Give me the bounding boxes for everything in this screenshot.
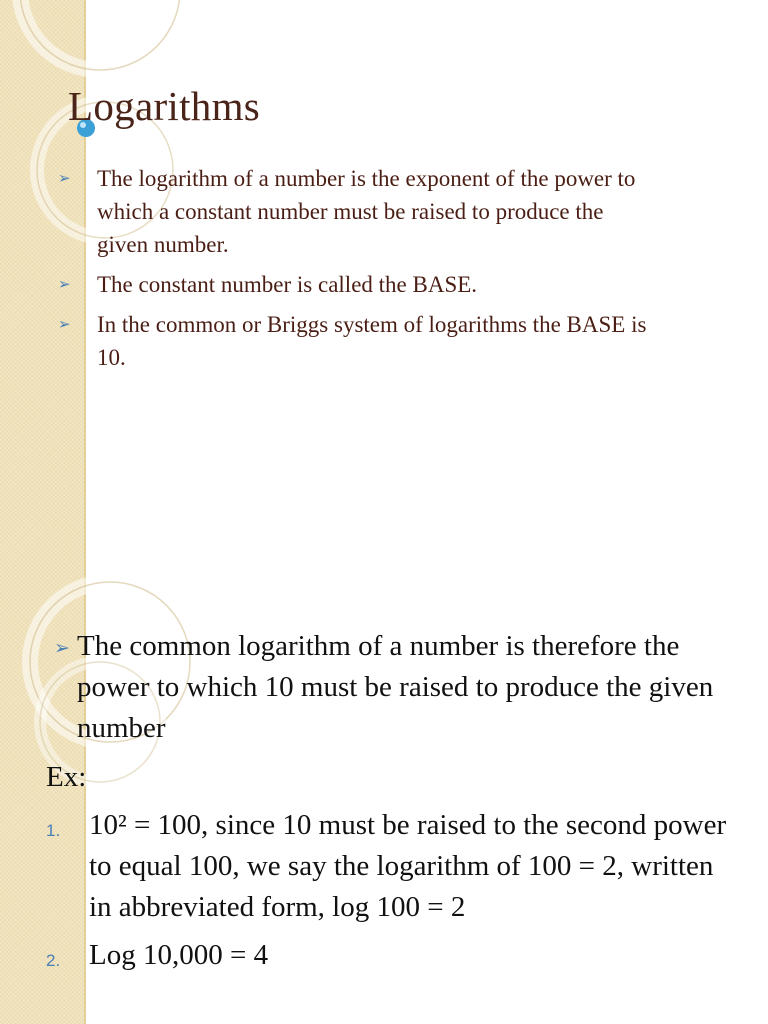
example-label: Ex: (46, 761, 87, 793)
bullet-item (58, 162, 658, 261)
bullet-text: The common logarithm of a number is therefore the power to which 10 must be raised to produce the given number (77, 630, 714, 744)
arrow-bullet-icon: ➢ (54, 637, 70, 659)
bullet-item (58, 268, 658, 301)
example-item (46, 935, 736, 976)
bullet-text: The constant number is called the BASE. (97, 272, 478, 297)
example-text: 10² = 100, since 10 must be raised to the second power to equal 100, we say the logarithm of 100 = 2, written in abbreviated form, log 100 = 2 (89, 809, 727, 923)
example-number: 1. (46, 821, 61, 840)
bullet-text: In the common or Briggs system of logarithms the BASE is 10. (97, 312, 647, 370)
bullet-text: The logarithm of a number is the exponent of the power to which a constant number must be raised to produce the given number. (97, 166, 636, 257)
example-text: Log 10,000 = 4 (89, 939, 269, 971)
bullet-list (58, 162, 658, 381)
arrow-bullet-icon: ➢ (58, 169, 71, 187)
bullet-item (58, 308, 658, 374)
bullet-item (54, 626, 744, 749)
arrow-bullet-icon: ➢ (58, 275, 71, 293)
example-number: 2. (46, 951, 61, 970)
example-list (46, 805, 736, 983)
arrow-bullet-icon: ➢ (58, 315, 71, 333)
slide-title: Logarithms (68, 83, 261, 129)
example-item (46, 805, 736, 928)
bullet-list-2 (54, 626, 744, 749)
